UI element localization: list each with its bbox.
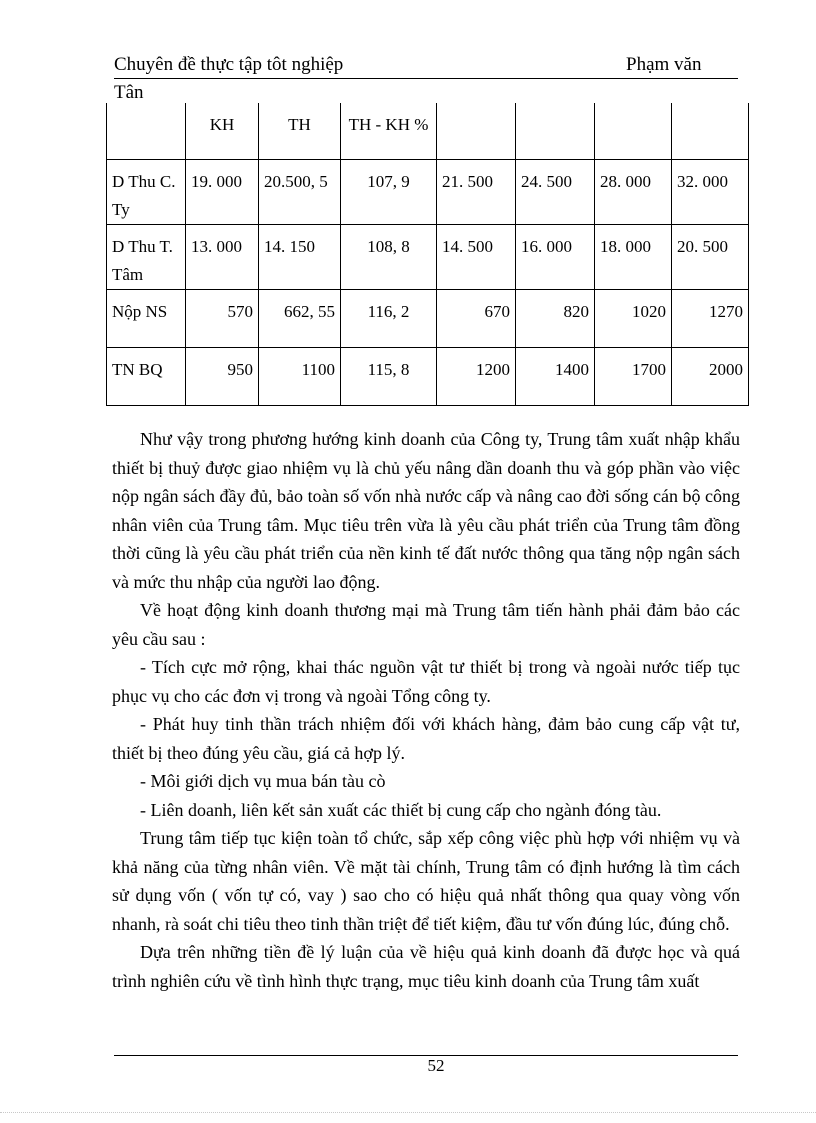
table-row xyxy=(107,347,749,405)
table-cell xyxy=(516,103,595,159)
table-cell: 28. 000 xyxy=(595,159,672,224)
paragraph: Dựa trên những tiền đề lý luận của về hiệu quả kinh doanh đã được học và quá trình nghiên cứu về tình hình thực trạng, mục tiêu kinh doanh của Trung tâm xuất xyxy=(112,942,740,991)
table-header-row xyxy=(107,103,749,159)
header-title: Chuyên đề thực tập tôt nghiệp xyxy=(114,54,344,75)
table-cell: 24. 500 xyxy=(516,159,595,224)
table-cell: 107, 9 xyxy=(341,159,437,224)
table-cell: 1270 xyxy=(672,289,749,347)
table-header-cell: KH xyxy=(186,103,259,159)
business-plan-table xyxy=(106,103,749,406)
paragraph: Như vậy trong phương hướng kinh doanh của Công ty, Trung tâm xuất nhập khẩu thiết bị thuỷ được giao nhiệm vụ là chủ yếu nâng dần doanh thu và góp phần vào việc nộp ngân sách đầy đủ, bảo toàn số vốn nhà nước cấp và nâng cao đời sống cán bộ công nhân viên của Trung tâm. Mục tiêu trên vừa là yêu cầu phát triển của Trung tâm đồng thời cũng là yêu cầu phát triển của nền kinh tế đất nước thông qua tăng nộp ngân sách và mức thu nhập của người lao động. xyxy=(112,429,740,592)
list-item: - Tích cực mở rộng, khai thác nguồn vật tư thiết bị trong và ngoài nước tiếp tục phục vụ cho các đơn vị trong và ngoài Tổng công ty. xyxy=(112,657,740,706)
row-label: Nộp NS xyxy=(107,289,186,347)
table-cell: 19. 000 xyxy=(186,159,259,224)
table-cell: 20. 500 xyxy=(672,224,749,289)
row-label: TN BQ xyxy=(107,347,186,405)
table-header-cell: TH xyxy=(259,103,341,159)
table-header-cell: TH - KH % xyxy=(341,103,437,159)
table-cell: 13. 000 xyxy=(186,224,259,289)
table-cell: 14. 150 xyxy=(259,224,341,289)
table-cell: 570 xyxy=(186,289,259,347)
table-cell: 14. 500 xyxy=(437,224,516,289)
table-cell: 1400 xyxy=(516,347,595,405)
paragraph: Về hoạt động kinh doanh thương mại mà Trung tâm tiến hành phải đảm bảo các yêu cầu sau : xyxy=(112,600,740,649)
table-cell: 108, 8 xyxy=(341,224,437,289)
header-author: Phạm văn xyxy=(626,54,702,75)
table-cell: 1700 xyxy=(595,347,672,405)
table-cell: 670 xyxy=(437,289,516,347)
table-cell: 2000 xyxy=(672,347,749,405)
header-author-continuation: Tân xyxy=(114,82,144,103)
list-item: - Phát huy tinh thần trách nhiệm đối với khách hàng, đảm bảo cung cấp vật tư, thiết bị theo đúng yêu cầu, giá cả hợp lý. xyxy=(112,714,740,763)
table-row xyxy=(107,289,749,347)
list-item: - Môi giới dịch vụ mua bán tàu cò xyxy=(140,771,386,791)
page-number: 52 xyxy=(427,1056,445,1075)
header-rule xyxy=(114,78,738,79)
table-cell: 1020 xyxy=(595,289,672,347)
table-cell: 820 xyxy=(516,289,595,347)
table-cell: 32. 000 xyxy=(672,159,749,224)
page-edge-divider xyxy=(0,1112,816,1113)
paragraph: Trung tâm tiếp tục kiện toàn tổ chức, sắp xếp công việc phù hợp với nhiệm vụ và khả năng của từng nhân viên. Về mặt tài chính, Trung tâm có định hướng là tìm cách sử dụng vốn ( vốn tự có, vay ) sao cho có hiệu quả nhất thông qua quay vòng vốn nhanh, rà soát chi tiêu theo tinh thần triệt để tiết kiệm, đầu tư vốn đúng lúc, đúng chỗ. xyxy=(112,828,740,934)
row-label: D Thu T. Tâm xyxy=(107,224,186,289)
table-cell xyxy=(437,103,516,159)
table-cell: 1100 xyxy=(259,347,341,405)
table-cell: 950 xyxy=(186,347,259,405)
table-cell: 16. 000 xyxy=(516,224,595,289)
table-cell xyxy=(595,103,672,159)
table-cell: 1200 xyxy=(437,347,516,405)
table-cell xyxy=(672,103,749,159)
table-cell: 662, 55 xyxy=(259,289,341,347)
table-cell: 21. 500 xyxy=(437,159,516,224)
table-cell: 18. 000 xyxy=(595,224,672,289)
table-cell xyxy=(107,103,186,159)
table-cell: 116, 2 xyxy=(341,289,437,347)
table-row xyxy=(107,224,749,289)
list-item: - Liên doanh, liên kết sản xuất các thiết bị cung cấp cho ngành đóng tàu. xyxy=(140,799,662,820)
table-cell: 115, 8 xyxy=(341,347,437,405)
body-text xyxy=(112,425,740,995)
table-cell: 20.500, 5 xyxy=(259,159,341,224)
table-row xyxy=(107,159,749,224)
row-label: D Thu C. Ty xyxy=(107,159,186,224)
